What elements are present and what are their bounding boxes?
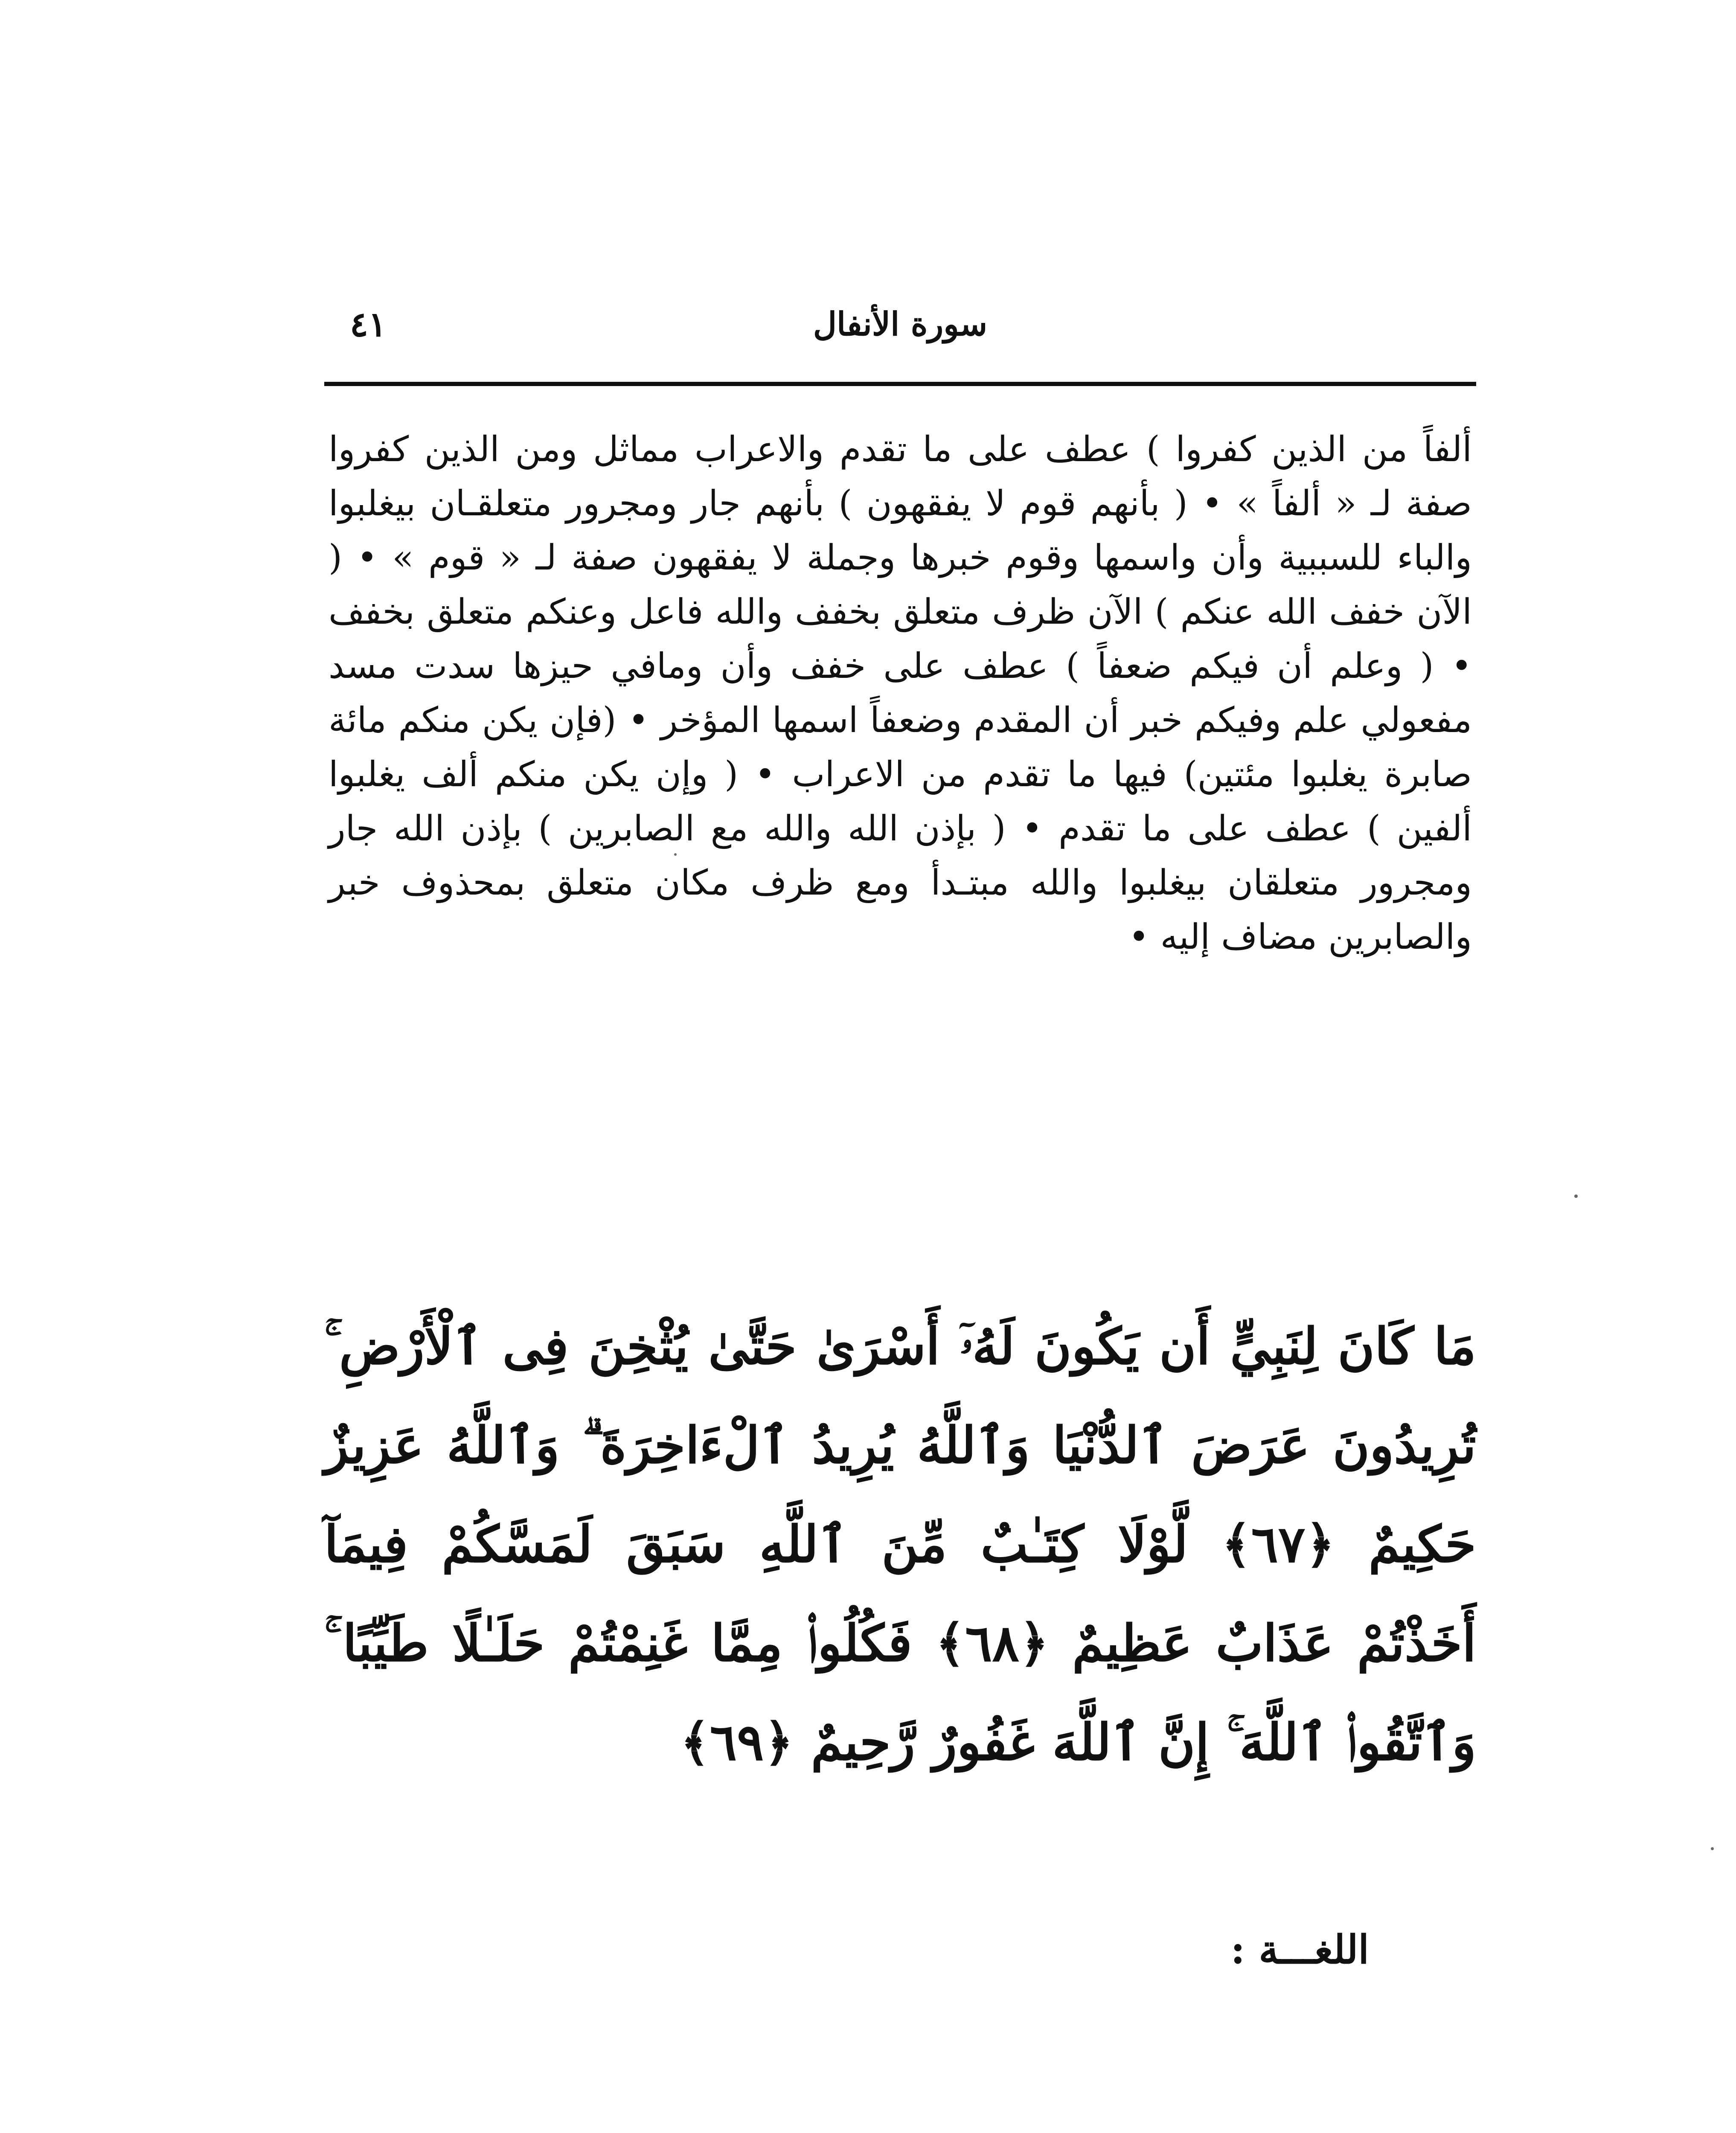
grammar-commentary: ألفاً من الذين كفروا ) عطف على ما تقدم والاعراب مماثل ومن الذين كفروا صفة لـ « ألفاً » • ( بأنهم قوم لا يفقهون ) بأنهم جار ومجرور متعلقـان بيغلبوا والباء للسببية وأن واسمها وقوم خبرها وجملة لا يفقهون صفة لـ « قوم » • ( الآن خفف الله عنكم ) الآن ظرف متعلق بخفف والله فاعل وعنكم متعلق بخفف • ( وعلم أن فيكم ضعفاً ) عطف على خفف وأن ومافي حيزها سدت مسد مفعولي علم وفيكم خبر أن المقدم وضعفاً اسمها المؤخر • (فإن يكن منكم مائة صابرة يغلبوا مئتين) فيها ما تقدم من الاعراب • ( وإن يكن منكم ألف يغلبوا ألفين ) عطف على ما تقدم • ( بإذن الله والله مع الصابرين ) بإذن الله جار ومجرور متعلقان بيغلبوا والله مبتـدأ ومع ظرف مكان متعلق بمحذوف خبر والصابرين مضاف إليه • bbox=[329, 429, 1472, 957]
header-divider bbox=[324, 382, 1476, 386]
scan-speck bbox=[674, 853, 677, 856]
section-heading-lexicon: اللغـــة : bbox=[1230, 1927, 1369, 1973]
quran-verse-block: مَا كَانَ لِنَبِيٍّ أَن يَكُونَ لَهُۥٓ أَسْرَىٰ حَتَّىٰ يُثْخِنَ فِى ٱلْأَرْضِ ۚ تُرِيدُونَ عَرَضَ ٱلدُّنْيَا وَٱللَّهُ يُرِيدُ ٱلْءَاخِرَةَ ۗ وَٱللَّهُ عَزِيزٌ حَكِيمٌ ﴿٦٧﴾ لَّوْلَا كِتَـٰبٌ مِّنَ ٱللَّهِ سَبَقَ لَمَسَّكُمْ فِيمَآ أَخَذْتُمْ عَذَابٌ عَظِيمٌ ﴿٦٨﴾ فَكُلُوا۟ مِمَّا غَنِمْتُمْ حَلَـٰلًا طَيِّبًا ۚ وَٱتَّقُوا۟ ٱللَّهَ ۚ إِنَّ ٱللَّهَ غَفُورٌ رَّحِيمٌ ﴿٦٩﴾ bbox=[324, 1316, 1476, 1772]
surah-title: سورة الأنفال bbox=[813, 305, 988, 343]
scan-speck bbox=[1574, 1194, 1578, 1198]
page-header bbox=[324, 299, 1476, 367]
page-number: ٤١ bbox=[350, 304, 387, 344]
scan-speck bbox=[1711, 1847, 1714, 1850]
